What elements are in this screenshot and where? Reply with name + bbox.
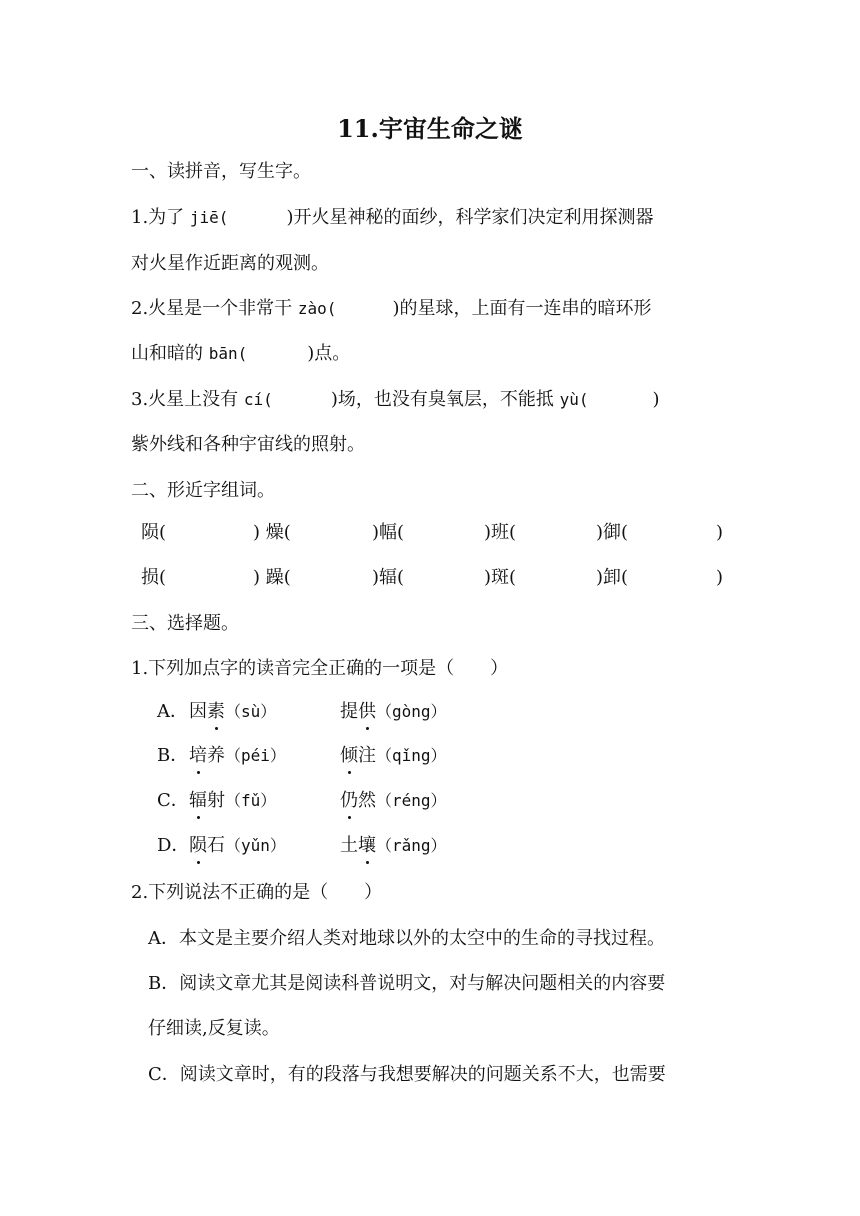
emphasis-dot-char: 仍	[340, 790, 358, 811]
question-3-2: 2.下列说法不正确的是（ ）	[131, 882, 383, 903]
word-cell: )斑(	[484, 567, 517, 588]
word-cell: )幅(	[372, 522, 405, 543]
question-1-3: 3.火星上没有 cí( )场，也没有臭氧层，不能抵 yù( )	[131, 389, 660, 410]
emphasis-dot-char: 倾	[340, 745, 358, 766]
question-1-3-cont: 紫外线和各种宇宙线的照射。	[131, 434, 365, 455]
question-1-1: 1.为了 jiē( )开火星神秘的面纱，科学家们决定利用探测器	[131, 207, 654, 228]
question-1-2-cont: 山和暗的 bān( )点。	[131, 343, 351, 364]
pinyin: yù(	[559, 390, 589, 409]
word-cell: 损(	[141, 567, 167, 588]
pinyin: bān(	[208, 344, 248, 363]
option-a[interactable]: A．本文是主要介绍人类对地球以外的太空中的生命的寻找过程。	[148, 928, 665, 949]
option-c[interactable]: C．阅读文章时，有的段落与我想要解决的问题关系不大，也需要	[148, 1064, 666, 1085]
emphasis-dot-char: 壤	[358, 835, 376, 856]
emphasis-dot-char: 陨	[189, 835, 207, 856]
page-title: 11.宇宙生命之谜	[337, 114, 523, 143]
emphasis-dot-char: 培	[189, 745, 207, 766]
word-cell: )	[716, 567, 724, 588]
word-cell: )班(	[484, 522, 517, 543]
pinyin: zào(	[297, 299, 337, 318]
emphasis-dot-char: 供	[358, 701, 376, 722]
option-b[interactable]: B．阅读文章尤其是阅读科普说明文，对与解决问题相关的内容要	[148, 973, 666, 994]
question-3-1: 1.下列加点字的读音完全正确的一项是（ ）	[131, 658, 509, 679]
word-cell: )	[716, 522, 724, 543]
section-heading-1: 一、读拼音，写生字。	[131, 161, 311, 182]
word-cell: ) 燥(	[253, 522, 291, 543]
emphasis-dot-char: 辐	[189, 790, 207, 811]
word-cell: 陨(	[141, 522, 167, 543]
word-cell: )辐(	[372, 567, 405, 588]
emphasis-dot-char: 素	[207, 701, 225, 722]
word-cell: ) 躁(	[253, 567, 291, 588]
word-cell: )卸(	[596, 567, 629, 588]
question-1-2: 2.火星是一个非常干 zào( )的星球，上面有一连串的暗环形	[131, 298, 652, 319]
option-b-cont: 仔细读,反复读。	[148, 1018, 280, 1039]
question-1-1-cont: 对火星作近距离的观测。	[131, 253, 329, 274]
pinyin: jiē(	[189, 208, 229, 227]
section-heading-3: 三、选择题。	[131, 613, 239, 634]
pinyin: cí(	[243, 390, 273, 409]
word-cell: )御(	[596, 522, 629, 543]
section-heading-2: 二、形近字组词。	[131, 480, 275, 501]
